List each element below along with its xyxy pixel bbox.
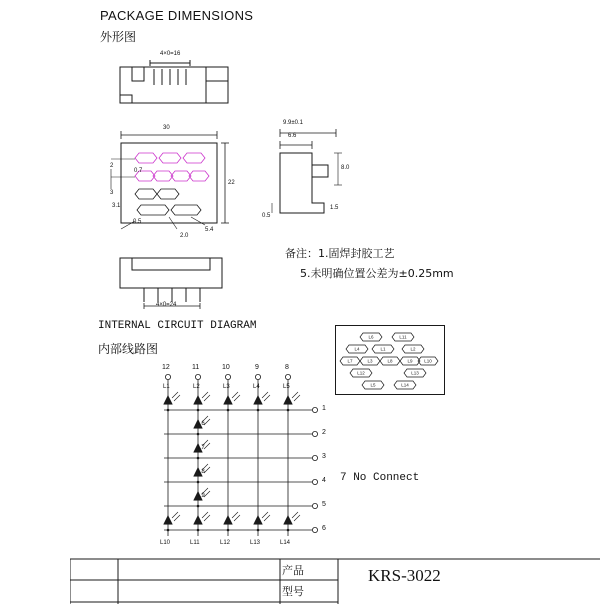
- led-label-l3: L3: [223, 384, 230, 390]
- svg-text:L10: L10: [424, 358, 432, 364]
- side-view-h2-dim: 1.5: [330, 205, 339, 211]
- svg-text:L14: L14: [401, 382, 409, 388]
- pin-label-1: 1: [322, 405, 326, 412]
- title-block: [70, 558, 600, 604]
- top-view-inner-e: 2.0: [180, 233, 189, 239]
- circuit-title-cn: 内部线路图: [98, 342, 159, 356]
- pin-label-2: 2: [322, 429, 326, 436]
- bottom-view-pitch-label: 4×0=24: [156, 302, 177, 308]
- internal-circuit-schematic: [150, 358, 335, 548]
- segment-map-box: [335, 325, 445, 395]
- front-view-drawing: [110, 55, 240, 115]
- side-view-total-dim: 9.9±0.1: [283, 120, 303, 126]
- led-label-l9: L9: [198, 493, 205, 499]
- pin-label-4: 4: [322, 477, 326, 484]
- top-view-height-label: 22: [228, 180, 235, 186]
- side-view-h3-dim: 0.5: [262, 213, 271, 219]
- svg-text:L4: L4: [354, 346, 360, 352]
- led-label-l6: L6: [198, 421, 205, 427]
- top-view-inner-d: 0.5: [133, 219, 142, 225]
- circuit-title-en: INTERNAL CIRCUIT DIAGRAM: [98, 320, 257, 332]
- led-label-l1: L1: [163, 384, 170, 390]
- pin-label-10: 10: [222, 364, 230, 371]
- svg-text:L12: L12: [357, 370, 365, 376]
- svg-text:L8: L8: [387, 358, 393, 364]
- side-view-h1-dim: 8.0: [341, 165, 350, 171]
- part-number: KRS-3022: [368, 566, 441, 585]
- top-view-left-dim1: 2: [110, 163, 114, 169]
- led-label-l8: L8: [198, 469, 205, 475]
- top-view-inner-a: 0.7: [134, 168, 143, 174]
- led-label-l13: L13: [250, 540, 261, 546]
- top-view-left-dim2: 3: [110, 190, 114, 196]
- svg-text:L11: L11: [399, 334, 407, 340]
- pin-label-3: 3: [322, 453, 326, 460]
- page-title: PACKAGE DIMENSIONS: [100, 8, 254, 23]
- pin-label-9: 9: [255, 364, 259, 371]
- led-label-l12: L12: [220, 540, 231, 546]
- pin-label-5: 5: [322, 501, 326, 508]
- svg-text:L9: L9: [407, 358, 413, 364]
- led-label-l14: L14: [280, 540, 291, 546]
- note-line-1: 备注：1.固焊封胶工艺: [285, 247, 395, 260]
- top-view-drawing: [105, 125, 240, 235]
- svg-text:L2: L2: [410, 346, 416, 352]
- title-block-field-1: 产品: [282, 564, 304, 577]
- pin-label-11: 11: [192, 364, 200, 371]
- svg-text:L13: L13: [411, 370, 419, 376]
- page-title-cn: 外形图: [100, 30, 137, 44]
- top-view-inner-f: 5.4: [205, 227, 214, 233]
- no-connect-note: 7 No Connect: [340, 472, 420, 484]
- svg-text:L1: L1: [380, 346, 386, 352]
- led-label-l10: L10: [160, 540, 171, 546]
- front-view-pitch-label: 4×0=16: [160, 51, 181, 57]
- side-view-body-dim: 6.6: [288, 133, 297, 139]
- svg-text:L7: L7: [347, 358, 353, 364]
- svg-text:L5: L5: [370, 382, 376, 388]
- note-line-2: 5.未明确位置公差为±0.25mm: [300, 267, 454, 280]
- led-label-l2: L2: [193, 384, 200, 390]
- title-block-field-2: 型号: [282, 585, 304, 598]
- led-label-l5: L5: [283, 384, 290, 390]
- led-label-l4: L4: [253, 384, 260, 390]
- top-view-width-label: 30: [163, 125, 170, 131]
- pin-label-12: 12: [162, 364, 170, 371]
- svg-text:L6: L6: [368, 334, 374, 340]
- top-view-inner-c: 3.1: [112, 203, 121, 209]
- svg-text:L3: L3: [367, 358, 373, 364]
- pin-label-8: 8: [285, 364, 289, 371]
- led-label-l11: L11: [190, 540, 200, 546]
- pin-label-6: 6: [322, 525, 326, 532]
- led-label-l7: L7: [198, 445, 205, 451]
